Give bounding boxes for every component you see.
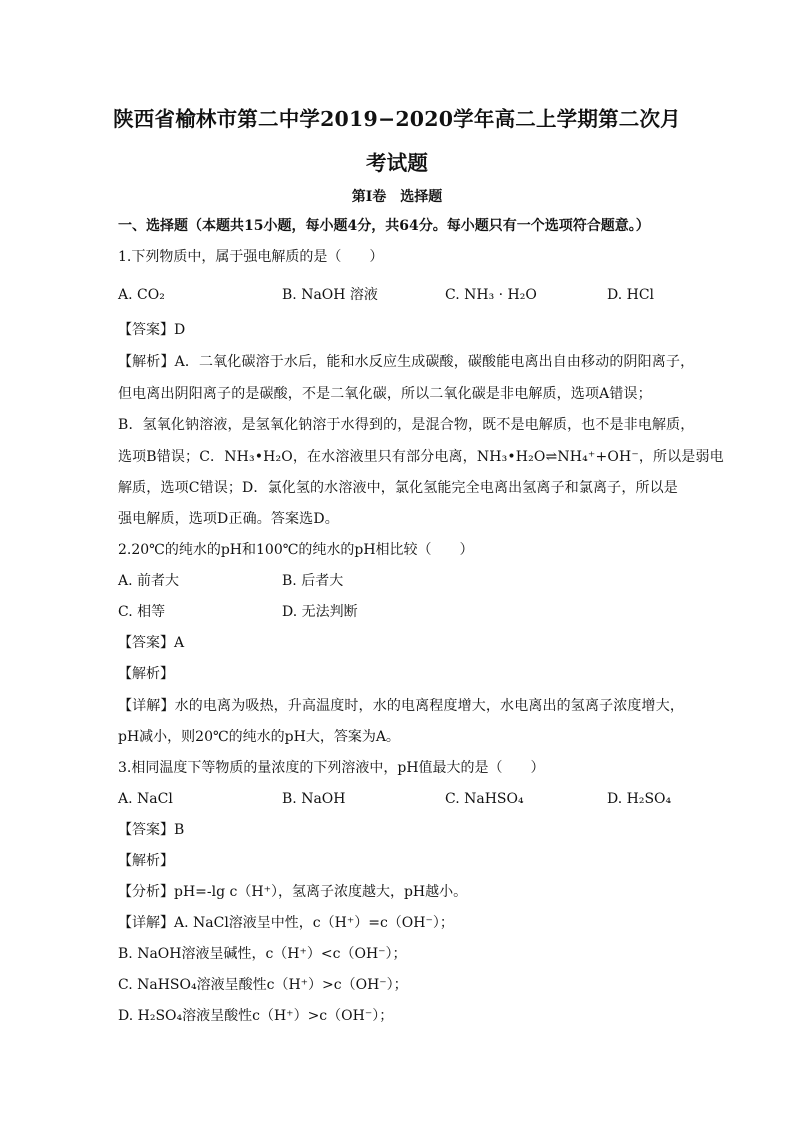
q3-option-a: A. NaCl	[118, 791, 173, 807]
q1-analysis-line: 【解析】A．二氧化碳溶于水后，能和水反应生成碳酸，碳酸能电离出自由移动的阴阳离子，	[118, 354, 695, 370]
q1-analysis-line: 强电解质，选项D正确。答案选D。	[118, 511, 339, 527]
q3-stem: 3.相同温度下等物质的量浓度的下列溶液中，pH值最大的是（ ）	[118, 760, 545, 776]
q1-option-a: A. CO₂	[118, 287, 165, 303]
q1-option-c: C. NH₃ · H₂O	[445, 287, 537, 303]
q3-analysis-line: 【分析】pH=-lg c（H⁺），氢离子浓度越大，pH越小。	[118, 884, 468, 900]
q3-analysis-line: 【详解】A. NaCl溶液呈中性，c（H⁺）=c（OH⁻）；	[118, 915, 454, 931]
document-title-line-2: 考试题	[365, 151, 429, 175]
q3-analysis-line: D. H₂SO₄溶液呈酸性c（H⁺）>c（OH⁻）；	[118, 1008, 394, 1024]
q3-option-c: C. NaHSO₄	[445, 791, 524, 807]
q2-option-c: C. 相等	[118, 604, 166, 620]
q2-option-a: A. 前者大	[118, 573, 180, 589]
q2-analysis-label: 【解析】	[118, 666, 174, 682]
q2-detail-line: 【详解】水的电离为吸热，升高温度时，水的电离程度增大，水电离出的氢离子浓度增大，	[118, 698, 684, 714]
q3-option-b: B. NaOH	[282, 791, 346, 807]
q2-option-b: B. 后者大	[282, 573, 344, 589]
q2-option-d: D. 无法判断	[282, 604, 358, 620]
q3-analysis-label: 【解析】	[118, 853, 174, 869]
q1-analysis-line: B．氢氧化钠溶液，是氢氧化钠溶于水得到的，是混合物，既不是电解质，也不是非电解质，	[118, 417, 695, 433]
q3-analysis-line: B. NaOH溶液呈碱性，c（H⁺）<c（OH⁻）；	[118, 946, 407, 962]
q1-option-b: B. NaOH 溶液	[282, 287, 378, 303]
section-header: 一、选择题（本题共15小题，每小题4分，共64分。每小题只有一个选项符合题意。）	[118, 218, 650, 234]
document-title-line-1: 陕西省榆林市第二中学2019−2020学年高二上学期第二次月	[113, 107, 681, 131]
q1-option-d: D. HCl	[607, 287, 655, 303]
section-subtitle: 第Ⅰ卷 选择题	[351, 189, 443, 205]
q2-answer: 【答案】A	[118, 635, 185, 651]
q1-analysis-line: 选项B错误；C．NH₃•H₂O，在水溶液里只有部分电离，NH₃•H₂O⇌NH₄⁺+OH⁻，所以是弱电	[118, 449, 724, 465]
q3-option-d: D. H₂SO₄	[607, 791, 672, 807]
q2-stem: 2.20℃的纯水的pH和100℃的纯水的pH相比较（ ）	[118, 542, 474, 558]
q1-analysis-line: 解质，选项C错误；D．氯化氢的水溶液中，氯化氢能完全电离出氢离子和氯离子，所以是	[118, 480, 678, 496]
q3-answer: 【答案】B	[118, 822, 185, 838]
q2-detail-line: pH减小，则20℃的纯水的pH大，答案为A。	[118, 729, 400, 745]
q1-answer: 【答案】D	[118, 322, 186, 338]
q1-analysis-line: 但电离出阴阳离子的是碳酸，不是二氧化碳，所以二氧化碳是非电解质，选项A错误；	[118, 386, 652, 402]
q1-stem: 1.下列物质中，属于强电解质的是（ ）	[118, 249, 384, 265]
q3-analysis-line: C. NaHSO₄溶液呈酸性c（H⁺）>c（OH⁻）；	[118, 977, 408, 993]
